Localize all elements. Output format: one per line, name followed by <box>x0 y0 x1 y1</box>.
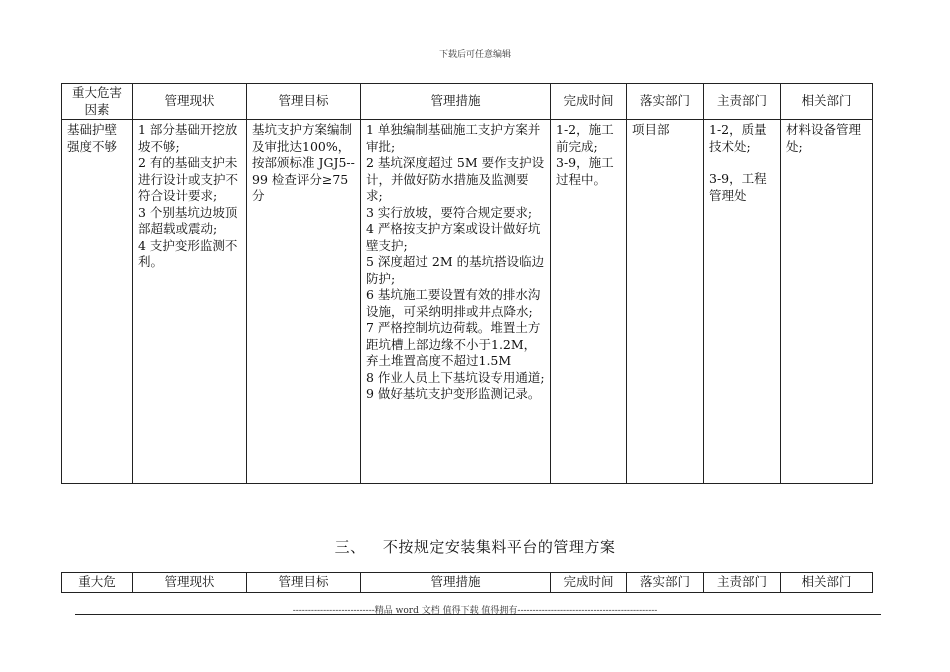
header-hazard: 重大危 <box>62 573 133 593</box>
header-related-dept: 相关部门 <box>781 84 873 120</box>
cell-implement-dept: 项目部 <box>627 120 704 484</box>
cell-measures <box>361 120 551 484</box>
hazard-management-table <box>61 83 873 484</box>
measure-line: 3 实行放坡，要符合规定要求; <box>366 204 533 220</box>
time-line: 1-2，施工前完成; <box>556 122 614 154</box>
measure-line: 4 严格按支护方案或设计做好坑壁支护; <box>366 221 541 253</box>
header-hazard: 重大危害因素 <box>62 84 133 120</box>
cell-goal: 基坑支护方案编制及审批达100%，按部颁标准 JGJ5--99 检查评分≥75 分 <box>247 120 361 484</box>
header-main-dept: 主责部门 <box>704 573 781 593</box>
table-row <box>62 120 873 484</box>
measure-line: 7 严格控制坑边荷载。堆置土方距坑槽上部边缘不小于1.2M，弃土堆置高度不超过1.5M <box>366 320 541 368</box>
measure-line: 1 单独编制基础施工支护方案并审批; <box>366 122 541 154</box>
header-measures: 管理措施 <box>361 84 551 120</box>
status-line: 3 个别基坑边坡顶部超载或震动; <box>138 204 238 236</box>
main-dept-line: 1-2，质量技术处; <box>709 122 767 154</box>
status-line: 1 部分基础开挖放坡不够; <box>138 122 238 154</box>
header-goal: 管理目标 <box>247 84 361 120</box>
header-implement-dept: 落实部门 <box>627 84 704 120</box>
header-measures: 管理措施 <box>361 573 551 593</box>
footer-divider <box>75 614 881 615</box>
header-main-dept: 主责部门 <box>704 84 781 120</box>
cell-hazard: 基础护壁强度不够 <box>62 120 133 484</box>
cell-completion-time <box>551 120 627 484</box>
header-status: 管理现状 <box>133 84 247 120</box>
time-line: 3-9，施工过程中。 <box>556 155 614 187</box>
status-line: 4 支护变形监测不利。 <box>138 237 238 269</box>
main-dept-line: 3-9，工程管理处 <box>709 171 767 203</box>
platform-management-table <box>61 572 873 593</box>
table-header-row <box>62 573 873 593</box>
footer-note: ---------------------------精品 word 文档 值得下载 值得拥有---------------------------------------------- <box>292 606 658 616</box>
cell-related-dept: 材料设备管理处; <box>781 120 873 484</box>
section-number: 三、 <box>334 538 366 556</box>
measure-line: 5 深度超过 2M 的基坑搭设临边防护; <box>366 254 545 286</box>
status-line: 2 有的基础支护未进行设计或支护不符合设计要求; <box>138 155 239 203</box>
header-completion-time: 完成时间 <box>551 84 627 120</box>
header-related-dept: 相关部门 <box>781 573 873 593</box>
measure-line: 8 作业人员上下基坑设专用通道; <box>366 369 545 385</box>
measure-line: 6 基坑施工要设置有效的排水沟设施，可采纳明排或井点降水; <box>366 287 541 319</box>
header-implement-dept: 落实部门 <box>627 573 704 593</box>
cell-main-dept <box>704 120 781 484</box>
table-header-row <box>62 84 873 120</box>
header-goal: 管理目标 <box>247 573 361 593</box>
main-dept-line <box>709 155 775 171</box>
header-status: 管理现状 <box>133 573 247 593</box>
cell-status <box>133 120 247 484</box>
header-note: 下载后可任意编辑 <box>438 50 511 60</box>
section-heading <box>0 536 950 557</box>
measure-line: 2 基坑深度超过 5M 要作支护设计，并做好防水措施及监测要求; <box>366 155 545 203</box>
section-title: 不按规定安装集料平台的管理方案 <box>382 538 616 556</box>
header-completion-time: 完成时间 <box>551 573 627 593</box>
measure-line: 9 做好基坑支护变形监测记录。 <box>366 386 541 401</box>
